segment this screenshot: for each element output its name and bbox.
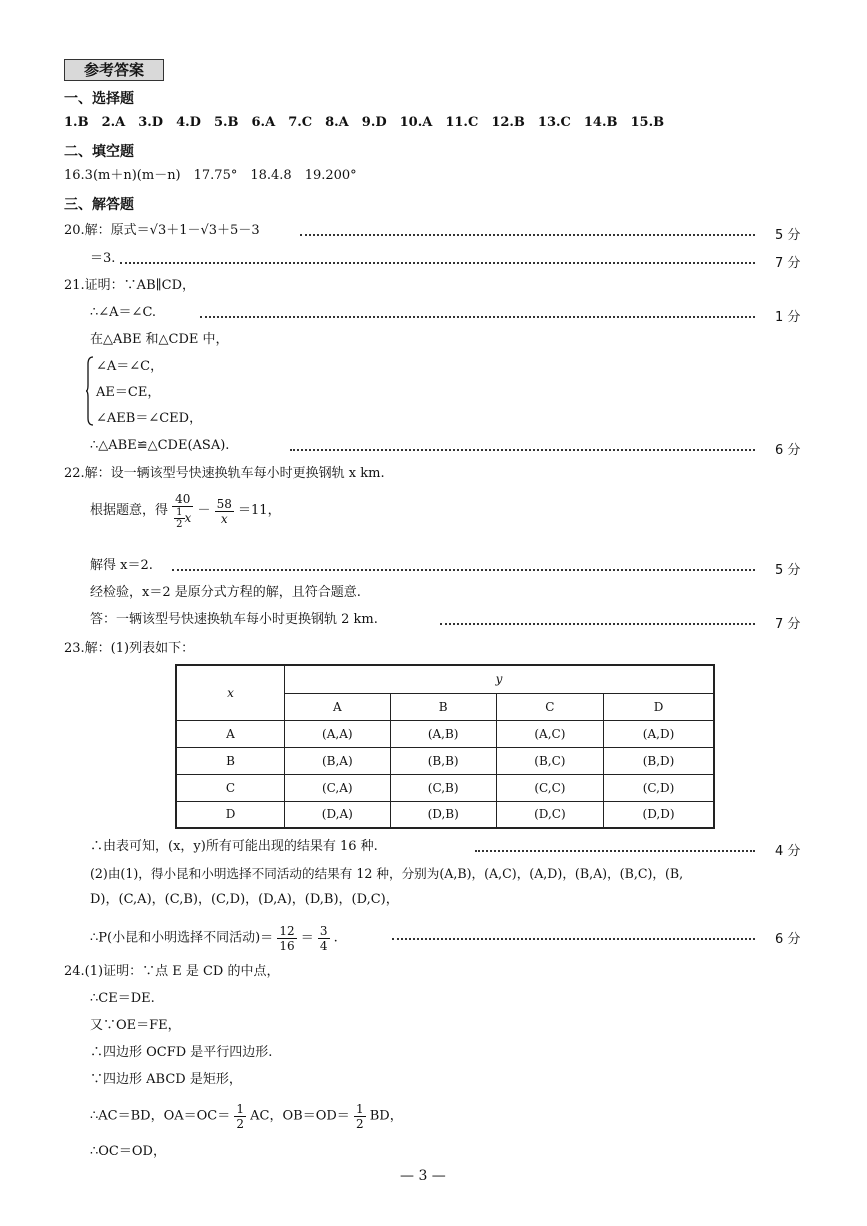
mcq-answer: 2.A (101, 115, 126, 130)
score-mark: 1 分 (775, 310, 801, 325)
q20-line-2: ＝3. (90, 251, 116, 266)
score-mark: 6 分 (775, 443, 801, 458)
mcq-answer: 13.C (537, 115, 571, 130)
inner-denominator: 2 (176, 519, 183, 530)
fraction-3-over-4: $\frac{3}{4}$ (319, 924, 328, 953)
q23-line-3: (2)由(1)，得小昆和小明选择不同活动的结果有 12 种，分别为(A,B)，(A,C)，(A,D)，(B,A)，(B,C)，(B, (90, 866, 684, 881)
table-cell: (D,A) (285, 801, 391, 828)
fraction-12-over-16: $\frac{12}{16}$ (279, 924, 295, 953)
inner-numerator: 1 (176, 507, 183, 518)
table-row (176, 720, 714, 747)
mcq-answer: 4.D (176, 115, 201, 130)
section-heading-choice: 一、选择题 (64, 91, 134, 107)
table-row (176, 747, 714, 774)
fraction-one-half: $\frac{1}{2}$ (355, 1102, 364, 1131)
q24-line-5: ∵四边形 ABCD 是矩形， (90, 1072, 242, 1087)
table-column-header: D (604, 693, 714, 720)
q24-line-1: 24.(1)证明：∵点 E 是 CD 的中点， (64, 964, 280, 979)
table-cell: (B,A) (285, 747, 391, 774)
section-heading-fill: 二、填空题 (64, 144, 134, 160)
q22-equation (90, 492, 281, 530)
fraction-denominator (172, 507, 193, 530)
variable-x: x (184, 511, 192, 525)
q22-line-5: 答：一辆该型号快速换轨车每小时更换钢轨 2 km. (90, 612, 378, 627)
mcq-answer: 1.B (64, 115, 89, 130)
q24-line-7: ∴OC＝OD， (90, 1144, 166, 1159)
q24-line-6: ∴AC＝BD，OA＝OC＝ $\frac{1}{2}$ AC，OB＝OD＝ $\frac{1}{2}$ BD， (90, 1102, 403, 1131)
table-cell: (A,C) (496, 720, 603, 747)
dot-leader (475, 850, 755, 852)
score-mark: 5 分 (775, 228, 801, 243)
mcq-answer: 12.B (491, 115, 525, 130)
q24-line-4: ∴四边形 OCFD 是平行四边形. (90, 1045, 273, 1060)
fraction-58-over-x (215, 497, 234, 526)
q24-line-3: 又∵OE＝FE， (90, 1018, 181, 1033)
minus-sign: － (197, 503, 211, 518)
q21-line-1: 21.证明：∵AB∥CD， (64, 278, 195, 293)
dot-leader (300, 234, 755, 236)
q21-brace-line-1: ∠A＝∠C， (96, 359, 164, 374)
table-cell: (C,A) (285, 774, 391, 801)
q22-line-3: 解得 x＝2. (90, 558, 153, 573)
fraction-denominator: x (220, 511, 228, 526)
mcq-answer: 3.D (138, 115, 164, 130)
q23-line-2: ∴由表可知，(x，y)所有可能出现的结果有 16 种. (90, 839, 378, 854)
dot-leader (120, 262, 755, 264)
table-row-header: B (176, 747, 285, 774)
left-brace-icon (86, 356, 94, 426)
fill-answers: 16.3(m＋n)(m－n) 17.75° 18.4.8 19.200° (64, 168, 357, 183)
q21-brace-line-2: AE＝CE， (96, 385, 161, 400)
outcome-table (175, 664, 715, 829)
fraction-numerator: 40 (172, 492, 193, 507)
table-corner: x (176, 665, 285, 720)
table-cell: (D,B) (390, 801, 496, 828)
mcq-answer: 6.A (251, 115, 276, 130)
mcq-answer: 10.A (399, 115, 433, 130)
q21-line-3: 在△ABE 和△CDE 中， (90, 332, 229, 347)
score-mark: 7 分 (775, 617, 801, 632)
table-y-header: y (285, 665, 715, 693)
mcq-answer: 14.B (583, 115, 618, 130)
q23-probability: ∴P(小昆和小明选择不同活动)＝ $\frac{12}{16}$ ＝ $\frac{3}{4}$ . (90, 924, 338, 953)
table-cell: (C,B) (390, 774, 496, 801)
table-row-header: D (176, 801, 285, 828)
probability-prefix: ∴P(小昆和小明选择不同活动)＝ (90, 930, 274, 946)
q23-line-4: D)，(C,A)，(C,B)，(C,D)，(D,A)，(D,B)，(D,C)， (90, 892, 399, 907)
mcq-answer: 5.B (213, 115, 239, 130)
table-row-header: C (176, 774, 285, 801)
table-cell: (B,D) (604, 747, 714, 774)
q21-line-4: ∴△ABE≌△CDE(ASA). (90, 438, 230, 453)
table-column-header: C (496, 693, 603, 720)
q22-line-4: 经检验，x＝2 是原分式方程的解，且符合题意. (90, 585, 361, 600)
table-row (176, 774, 714, 801)
table-cell: (C,C) (496, 774, 603, 801)
table-column-header: B (390, 693, 496, 720)
q20-line-1: 20.解：原式＝√3＋1－√3＋5－3 (64, 223, 260, 238)
score-mark: 4 分 (775, 844, 801, 859)
q24-line-2: ∴CE＝DE. (90, 991, 155, 1006)
table-cell: (B,C) (496, 747, 603, 774)
score-mark: 7 分 (775, 256, 801, 271)
table-cell: (D,C) (496, 801, 603, 828)
table-cell: (A,D) (604, 720, 714, 747)
table-cell: (C,D) (604, 774, 714, 801)
fraction-40-over-half-x (172, 492, 193, 530)
mcq-answer: 8.A (325, 115, 349, 130)
q22-line-1: 22.解：设一辆该型号快速换轨车每小时更换钢轨 x km. (64, 466, 385, 481)
mcq-answer: 15.B (630, 115, 665, 130)
fraction-numerator: 58 (216, 496, 232, 511)
dot-leader (440, 623, 755, 625)
score-mark: 5 分 (775, 563, 801, 578)
equation-suffix: ＝11， (238, 503, 281, 518)
table-cell: (A,B) (390, 720, 496, 747)
dot-leader (290, 449, 755, 451)
equation-prefix: 根据题意，得 (90, 503, 169, 518)
dot-leader (200, 316, 755, 318)
table-cell: (D,D) (604, 801, 714, 828)
mcq-answer: 11.C (445, 115, 479, 130)
mcq-answer: 7.C (288, 115, 313, 130)
dot-leader (172, 569, 755, 571)
table-row-header: A (176, 720, 285, 747)
fraction-one-half: $\frac{1}{2}$ (236, 1102, 245, 1131)
section-heading-solve: 三、解答题 (64, 197, 134, 213)
page-number: — 3 — (400, 1168, 446, 1184)
table-row (176, 801, 714, 828)
mcq-answer: 9.D (361, 115, 387, 130)
q23-line-1: 23.解：(1)列表如下： (64, 641, 195, 656)
page-title: 参考答案 (64, 59, 164, 81)
dot-leader (392, 938, 755, 940)
q21-line-2: ∴∠A＝∠C. (90, 305, 157, 320)
score-mark: 6 分 (775, 932, 801, 947)
q21-brace-line-3: ∠AEB＝∠CED， (96, 411, 203, 426)
table-column-header: A (285, 693, 391, 720)
table-cell: (B,B) (390, 747, 496, 774)
table-cell: (A,A) (285, 720, 391, 747)
mcq-answers (64, 114, 677, 132)
